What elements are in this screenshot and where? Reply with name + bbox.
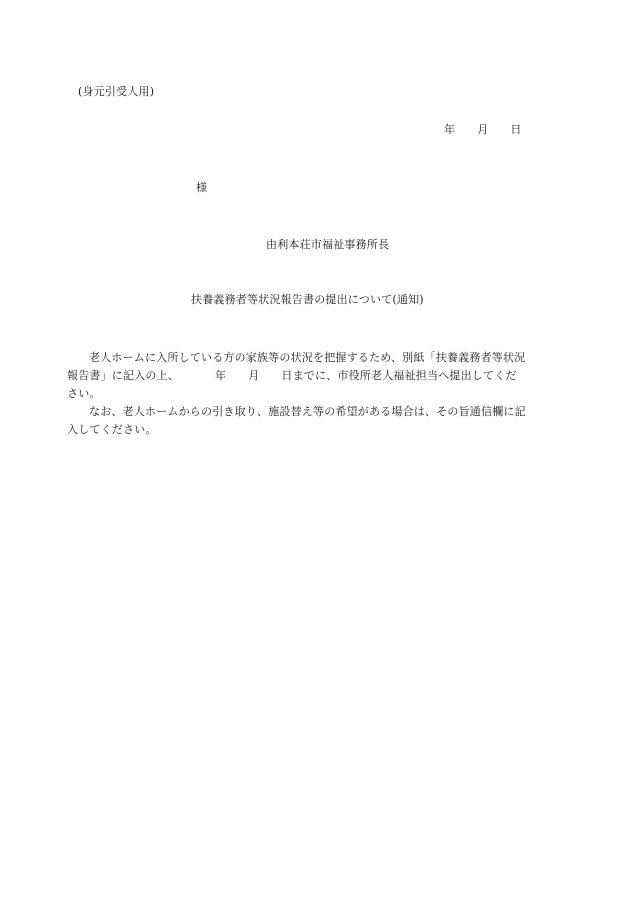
date-month-label: 月 xyxy=(477,123,489,136)
date-day-label: 日 xyxy=(510,123,522,136)
paragraph-1-part-1: 老人ホームに入所している方の家族等の状況を把握するため、別紙「扶養義務者等状況 xyxy=(89,351,526,364)
paragraph-1-part-3: 日までに、市役所老人福祉担当へ提出してくだ xyxy=(281,369,517,382)
paragraph-1-month-label: 月 xyxy=(248,369,260,382)
sender-name: 由利本荘市福祉事務所長 xyxy=(266,238,390,251)
document-body xyxy=(67,349,553,439)
body-paragraph-1 xyxy=(67,349,553,403)
addressee-suffix: 様 xyxy=(196,181,208,194)
document-subject: 扶養義務者等状況報告書の提出について(通知) xyxy=(191,293,424,306)
paragraph-2-part-1: なお、老人ホームからの引き取り、施設替え等の希望がある場合は、その旨通信欄に記 xyxy=(89,405,526,418)
paragraph-2-part-2: 入してください。 xyxy=(67,423,157,436)
body-paragraph-2 xyxy=(67,403,553,439)
paragraph-1-year-label: 年 xyxy=(215,369,227,382)
paragraph-1-part-2: 報告書」に記入の上、 xyxy=(67,369,179,382)
date-line xyxy=(444,122,522,138)
date-year-label: 年 xyxy=(444,123,456,136)
paragraph-1-part-4: さい。 xyxy=(67,387,101,400)
recipient-label: (身元引受人用) xyxy=(78,85,155,98)
